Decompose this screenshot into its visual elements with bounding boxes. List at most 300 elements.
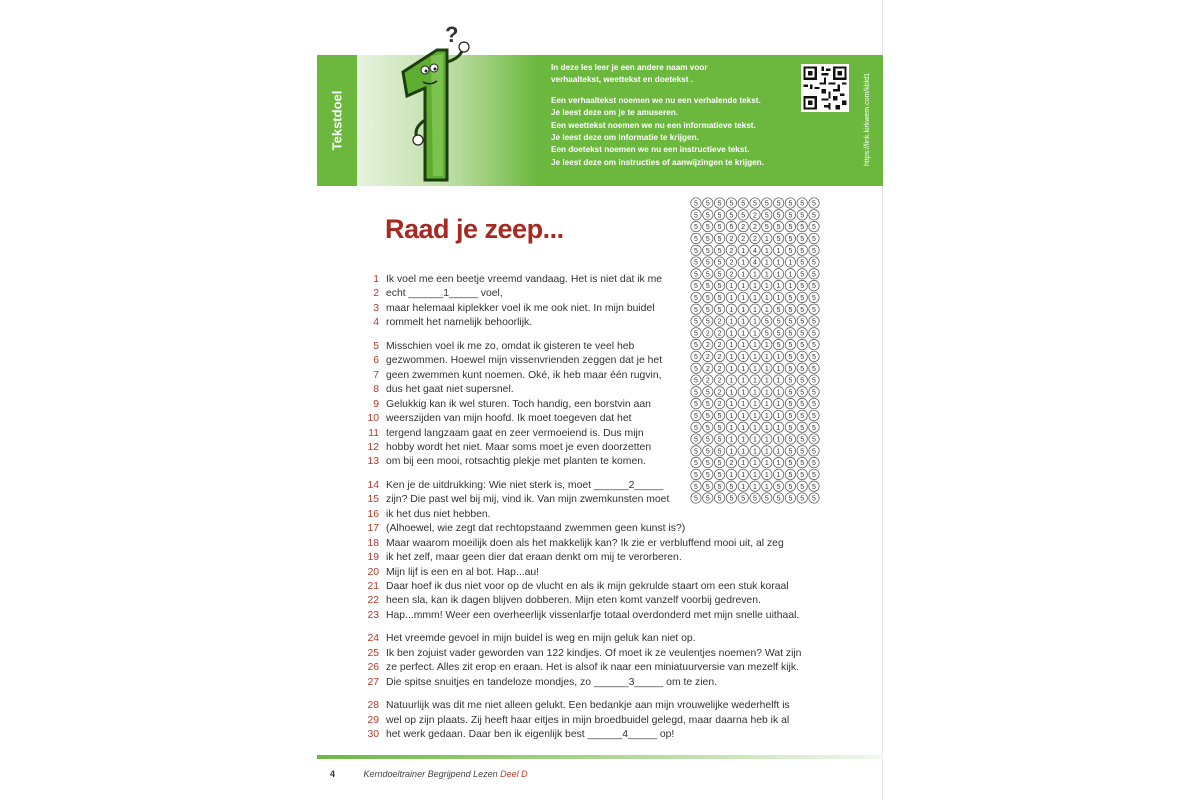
grid-circle-number: 5 [764,318,769,326]
grid-circle-number: 1 [776,271,781,279]
line-text: Die spitse snuitjes en tandeloze mondjes, zo ______3_____ om te zien. [386,676,717,688]
footer [330,769,528,779]
grid-circle-number: 5 [788,448,793,456]
grid-circle-number: 5 [812,283,816,291]
grid-circle-number: 1 [753,389,757,397]
line-text: tergend langzaam gaat en zeer vermoeiend is. Dus mijn [386,427,644,439]
grid-circle-number: 5 [705,200,710,208]
grid-circle-number: 5 [694,259,698,267]
grid-circle-number: 1 [729,436,734,444]
line-text: Natuurlijk was dit me niet alleen gelukt. Een bedankje aan mijn vrouwelijke wederhelft is [386,700,790,712]
grid-circle-number: 5 [812,200,816,208]
line-number: 12 [367,441,379,453]
line-number: 20 [367,566,379,578]
line-number: 8 [373,384,379,396]
grid-circle-number: 5 [788,377,793,385]
grid-circle-number: 5 [717,212,722,220]
line-text: Maar waarom moeilijk doen als het makkelijk kan? Ik zie er verbluffend mooi uit, al zeg [386,537,784,549]
line-text: ik het dus niet hebben. [386,508,491,520]
grid-circle-number: 5 [717,259,722,267]
grid-circle-number: 2 [717,318,722,326]
grid-circle-number: 5 [800,483,805,491]
grid-circle-number: 1 [776,401,781,409]
grid-circle-number: 5 [812,365,816,373]
grid-circle-number: 5 [717,436,722,444]
grid-circle-number: 2 [729,271,734,279]
grid-circle-number: 5 [776,330,781,338]
grid-circle-number: 5 [753,200,757,208]
grid-circle-number: 1 [764,247,769,255]
intro-line: Je leest deze om je te amuseren. [551,108,678,118]
grid-circle-number: 2 [729,460,734,468]
grid-circle-number: 5 [812,259,816,267]
grid-circle-number: 1 [741,354,746,361]
grid-circle-number: 1 [729,283,734,291]
grid-circle-number: 5 [694,342,698,350]
line-number: 23 [367,609,379,621]
line-number: 26 [367,662,379,674]
question-mark: ? [445,22,459,47]
grid-circle-number: 5 [788,224,793,232]
line-number: 17 [367,523,379,535]
grid-circle-number: 5 [812,224,816,232]
grid-circle-number: 5 [776,212,781,220]
line-text: Daar hoef ik dus niet voor op de vlucht en als ik mijn gekrulde staart om een stuk koraal [386,581,789,592]
grid-circle-number: 5 [705,247,710,255]
line-text: hobby wordt het niet. Maar soms moet je even doorzetten [386,441,652,453]
grid-circle-number: 5 [764,495,769,503]
grid-circle-number: 1 [753,436,757,444]
grid-circle-number: 5 [764,212,769,220]
footer-bar [317,755,883,759]
line-number: 5 [373,340,379,352]
grid-circle-number: 5 [694,212,698,220]
grid-circle-number: 5 [800,212,805,220]
grid-circle-number: 5 [812,413,816,420]
grid-circle-number: 5 [812,377,816,385]
grid-circle-number: 1 [764,295,769,302]
grid-circle-number: 5 [776,236,781,243]
grid-circle-number: 2 [717,365,722,373]
grid-circle-number: 5 [694,271,698,279]
grid-circle-number: 1 [776,283,781,291]
grid-circle-number: 5 [776,495,781,503]
grid-circle-number: 1 [776,247,781,255]
grid-circle-number: 1 [764,389,769,397]
grid-circle-number: 1 [753,295,757,302]
side-tab-label: Tekstdoel [329,90,345,151]
link-url[interactable] [860,62,874,177]
grid-circle-number: 5 [788,247,793,255]
grid-circle-number: 5 [788,354,793,361]
line-text: Ken je de uitdrukking: Wie niet sterk is, moet ______2_____ [386,479,664,491]
grid-circle-number: 5 [694,460,698,468]
grid-circle-number: 2 [705,342,710,350]
grid-circle-number: 5 [800,424,805,432]
grid-circle-number: 1 [753,460,757,468]
grid-circle-number: 1 [776,413,781,420]
grid-circle-number: 5 [788,483,793,491]
grid-circle-number: 5 [741,495,746,503]
intro-text [551,62,791,169]
grid-circle-number: 5 [812,472,816,479]
line-text: Gelukkig kan ik wel sturen. Toch handig, een borstvin aan [386,398,651,410]
grid-circle-number: 1 [764,424,769,432]
grid-circle-number: 5 [705,495,710,503]
grid-circle-number: 1 [753,377,757,385]
grid-circle-number: 2 [729,247,734,255]
intro-heading-line1: In deze les leer je een andere naam voor [551,63,708,72]
grid-circle-number: 5 [729,212,734,220]
grid-circle-number: 5 [776,342,781,350]
line-text: dus het gaat niet supersnel. [386,384,514,396]
grid-circle-number: 5 [788,306,793,314]
grid-circle-number: 1 [764,365,769,373]
line-number: 21 [367,581,379,592]
grid-circle-number: 5 [800,389,805,397]
grid-circle-number: 5 [776,200,781,208]
grid-circle-number: 5 [705,259,710,267]
grid-circle-number: 1 [764,342,769,350]
grid-circle-number: 1 [741,448,746,456]
grid-circle-number: 1 [741,472,746,479]
grid-circle-number: 1 [764,472,769,479]
line-text: het werk gedaan. Daar ben ik eigenlijk best ______4_____ op! [386,729,675,741]
line-number: 13 [367,456,379,468]
grid-circle-number: 5 [705,318,710,326]
qr-code[interactable] [801,64,849,112]
grid-circle-number: 5 [717,283,722,291]
grid-circle-number: 5 [741,200,746,208]
line-number: 30 [367,729,379,741]
line-number: 7 [373,369,379,381]
grid-circle-number: 5 [800,271,805,279]
grid-circle-number: 5 [694,295,698,302]
grid-circle-number: 5 [788,460,793,468]
line-text: Ik voel me een beetje vreemd vandaag. Het is niet dat ik me [386,274,663,285]
grid-circle-number: 1 [753,365,757,373]
intro-line: Je leest deze om informatie te krijgen. [551,133,699,143]
footer-book-title: Kerndoeltrainer Begrijpend Lezen [363,769,498,779]
grid-circle-number: 5 [729,224,734,232]
grid-circle-number: 5 [788,495,793,503]
line-number: 14 [367,479,379,491]
line-text: Mijn lijf is een en al bot. Hap...au! [386,566,540,578]
grid-circle-number: 5 [800,377,805,385]
line-text: wel op zijn plaats. Zij heeft haar eitjes in mijn broedbuidel gelegd, maar daarna heb ik al [386,714,790,726]
line-text: Ik ben zojuist vader geworden van 122 kindjes. Of moet ik ze veulentjes noemen? Wat zijn [386,647,802,659]
grid-circle-number: 1 [776,424,781,432]
grid-circle-number: 1 [764,483,769,491]
grid-circle-number: 5 [717,483,722,491]
grid-circle-number: 5 [694,354,698,361]
grid-circle-number: 5 [705,224,710,232]
grid-circle-number: 5 [812,354,816,361]
grid-circle-number: 5 [694,365,698,373]
grid-circle-number: 1 [788,283,793,291]
grid-circle-number: 5 [800,306,805,314]
grid-circle-number: 5 [705,306,710,314]
grid-circle-number: 5 [788,295,793,302]
grid-circle-number: 1 [776,448,781,456]
line-text: (Alhoewel, wie zegt dat rechtopstaand zwemmen geen kunst is?) [386,523,686,535]
grid-circle-number: 5 [800,247,805,255]
grid-circle-number: 5 [717,495,722,503]
grid-circle-number: 5 [717,271,722,279]
grid-circle-number: 1 [729,330,734,338]
line-text: weerszijden van mijn hoofd. Ik moet toegeven dat het [386,413,632,425]
line-number: 25 [367,647,379,659]
grid-circle-number: 5 [705,483,710,491]
grid-circle-number: 1 [753,448,757,456]
grid-circle-number: 1 [729,448,734,456]
grid-circle-number: 5 [788,365,793,373]
line-number: 29 [367,714,379,726]
grid-circle-number: 5 [812,271,816,279]
grid-circle-number: 5 [717,448,722,456]
grid-circle-number: 1 [729,424,734,432]
grid-circle-number: 2 [753,224,757,232]
grid-circle-number: 5 [800,259,805,267]
grid-circle-number: 1 [729,472,734,479]
line-text: rommelt het namelijk behoorlijk. [386,317,533,329]
intro-line: Een weettekst noemen we nu een informatieve tekst. [551,120,756,130]
line-number: 4 [373,317,379,329]
grid-circle-number: 5 [800,354,805,361]
grid-circle-number: 1 [729,318,734,326]
grid-circle-number: 5 [800,295,805,302]
grid-circle-number: 1 [729,377,734,385]
grid-circle-number: 1 [741,342,746,350]
grid-circle-number: 5 [800,401,805,409]
grid-circle-number: 2 [741,224,746,232]
grid-circle-number: 1 [729,342,734,350]
grid-circle-number: 5 [694,318,698,326]
grid-circle-number: 1 [764,306,769,314]
grid-circle-number: 1 [741,460,746,468]
grid-circle-number: 1 [764,460,769,468]
grid-circle-number: 1 [753,271,757,279]
grid-circle-number: 1 [729,389,734,397]
grid-circle-number: 5 [812,212,816,220]
grid-circle-number: 1 [729,354,734,361]
grid-circle-number: 1 [729,401,734,409]
grid-circle-number: 2 [717,377,722,385]
line-text: Het vreemde gevoel in mijn buidel is weg en mijn geluk kan niet op. [386,633,696,645]
grid-circle-number: 5 [812,236,816,243]
grid-circle-number: 1 [741,306,746,314]
grid-circle-number: 5 [800,448,805,456]
grid-circle-number: 5 [694,448,698,456]
line-number: 15 [367,494,379,506]
grid-circle-number: 5 [788,200,793,208]
line-number: 24 [367,633,379,645]
grid-circle-number: 5 [788,318,793,326]
line-text: om bij een mooi, rotsachtig plekje met planten te komen. [386,456,646,468]
grid-circle-number: 5 [800,236,805,243]
grid-circle-number: 5 [764,200,769,208]
line-number: 19 [367,552,379,564]
grid-circle-number: 5 [717,472,722,479]
line-text: heen sla, kan ik dagen blijven dobberen. Mijn eten komt vanzelf voorbij gedreven. [386,595,761,607]
line-text: ik het zelf, maar geen dier dat eraan denkt om mij te verorberen. [386,552,682,564]
grid-circle-number: 5 [788,236,793,243]
line-text: gezwommen. Hoewel mijn vissenvrienden zeggen dat je het [386,355,663,367]
grid-circle-number: 5 [705,212,710,220]
grid-circle-number: 5 [741,212,746,220]
grid-circle-number: 5 [800,318,805,326]
grid-circle-number: 5 [800,495,805,503]
grid-circle-number: 5 [729,495,734,503]
page-number: 4 [330,769,336,779]
grid-circle-number: 1 [741,389,746,397]
grid-circle-number: 1 [776,365,781,373]
line-number: 18 [367,537,379,549]
grid-circle-number: 5 [694,413,698,420]
grid-circle-number: 5 [800,436,805,444]
line-number: 27 [367,676,379,688]
grid-circle-number: 1 [741,413,746,420]
grid-circle-number: 5 [694,424,698,432]
grid-circle-number: 5 [753,495,757,503]
grid-circle-number: 2 [753,212,757,220]
grid-circle-number: 1 [753,318,757,326]
grid-circle-number: 5 [776,306,781,314]
grid-circle-number: 2 [753,236,757,243]
grid-circle-number: 2 [729,259,734,267]
grid-circle-number: 5 [812,401,816,409]
grid-circle-number: 1 [741,271,746,279]
grid-circle-number: 1 [764,271,769,279]
grid-circle-number: 1 [741,377,746,385]
grid-circle-number: 1 [753,472,757,479]
grid-circle-number: 1 [729,365,734,373]
grid-circle-number: 1 [753,401,757,409]
grid-circle-number: 1 [776,354,781,361]
grid-circle-number: 1 [753,330,757,338]
grid-circle-number: 1 [741,247,746,255]
line-number: 1 [373,274,379,285]
line-number: 3 [373,302,379,314]
line-text: ze perfect. Alles zit erop en eraan. Het is alsof ik naar een miniatuurversie van mezelf kijk. [386,662,799,674]
grid-circle-number: 5 [705,472,710,479]
grid-circle-number: 5 [776,483,781,491]
grid-circle-number: 2 [705,354,710,361]
grid-circle-number: 1 [741,483,746,491]
grid-circle-number: 5 [717,460,722,468]
grid-circle-number: 1 [729,295,734,302]
grid-circle-number: 5 [788,472,793,479]
grid-circle-number: 5 [788,413,793,420]
grid-circle-number: 5 [705,401,710,409]
grid-circle-number: 5 [717,236,722,243]
grid-circle-number: 1 [764,236,769,243]
grid-circle-number: 5 [812,495,816,503]
grid-circle-number: 1 [753,306,757,314]
line-text: echt ______1_____ voel, [386,288,503,300]
grid-circle-number: 5 [717,424,722,432]
grid-circle-number: 5 [800,460,805,468]
line-text: Misschien voel ik me zo, omdat ik gisteren te veel heb [386,340,635,352]
grid-circle-number: 5 [694,377,698,385]
grid-circle-number: 2 [729,236,734,243]
grid-circle-number: 5 [705,271,710,279]
page-title: Raad je zeep... [385,214,564,244]
grid-circle-number: 5 [694,495,698,503]
grid-circle-number: 5 [694,283,698,291]
grid-circle-number: 5 [705,424,710,432]
grid-circle-number: 5 [800,330,805,338]
grid-circle-number: 5 [800,283,805,291]
grid-circle-number: 1 [729,413,734,420]
grid-circle-number: 2 [717,354,722,361]
side-tab [317,55,357,186]
grid-circle-number: 5 [788,389,793,397]
grid-circle-number: 1 [741,401,746,409]
grid-circle-number: 1 [764,436,769,444]
grid-circle-number: 1 [764,354,769,361]
grid-circle-number: 1 [764,283,769,291]
grid-circle-number: 1 [753,342,757,350]
grid-circle-number: 1 [764,413,769,420]
grid-circle-number: 1 [753,413,757,420]
grid-circle-number: 5 [812,389,816,397]
grid-circle-number: 5 [705,295,710,302]
grid-circle-number: 5 [788,342,793,350]
footer-book-part: Deel D [500,769,528,779]
grid-circle-number: 1 [741,436,746,444]
grid-circle-number: 5 [705,413,710,420]
grid-circle-number: 5 [764,224,769,232]
grid-circle-number: 5 [812,424,816,432]
grid-circle-number: 5 [776,224,781,232]
grid-circle-number: 5 [705,389,710,397]
grid-circle-number: 5 [812,330,816,338]
grid-circle-number: 1 [753,283,757,291]
grid-circle-number: 5 [812,318,816,326]
grid-circle-number: 5 [800,342,805,350]
line-number: 9 [373,398,379,410]
grid-circle-number: 5 [812,342,816,350]
grid-circle-number: 5 [812,460,816,468]
grid-circle-number: 5 [800,413,805,420]
grid-circle-number: 5 [694,224,698,232]
number-one-mascot [385,10,475,186]
grid-circle-number: 1 [788,271,793,279]
grid-circle-number: 5 [812,306,816,314]
link-url-text[interactable]: https://link.kirkwem.com/kbld1 [863,73,871,166]
grid-circle-number: 2 [717,389,722,397]
grid-circle-number: 5 [776,318,781,326]
grid-circle-number: 2 [741,236,746,243]
line-text: maar helemaal kiplekker voel ik me ook niet. In mijn buidel [386,302,655,314]
grid-circle-number: 1 [764,401,769,409]
grid-circle-number: 5 [694,200,698,208]
grid-circle-number: 5 [788,424,793,432]
number-circle-grid [690,197,832,505]
grid-circle-number: 5 [705,448,710,456]
line-number: 22 [367,595,379,607]
grid-circle-number: 4 [753,247,757,255]
grid-circle-number: 5 [694,401,698,409]
intro-lines [551,95,791,169]
grid-circle-number: 1 [753,354,757,361]
grid-circle-number: 5 [812,295,816,302]
grid-circle-number: 5 [717,247,722,255]
grid-circle-number: 1 [764,259,769,267]
grid-circle-number: 5 [800,472,805,479]
grid-circle-number: 5 [717,295,722,302]
